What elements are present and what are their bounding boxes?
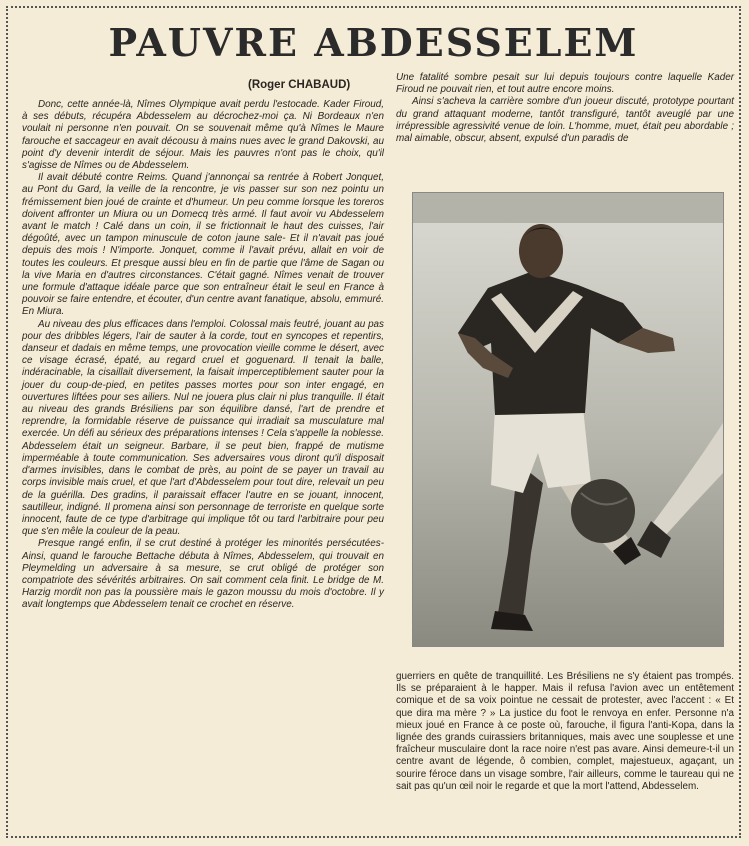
article-headline: PAUVRE ABDESSELEM: [108, 20, 639, 65]
paragraph: Au niveau des plus efficaces dans l'emploi. Colossal mais feutré, jouant au pas pour des dribbles légers, l'air de sauter à la corde, tout en syncopes et repentirs, danseur et dadais en même temps, une provocation vieille comme le désert, avec ce visage écrasé, épaté, au regard cruel et goguenard. Il tenait la balle, indéracinable, la cisaillait diversement, la faisait imperceptiblement sauter pour la jouer du coup-de-pied, en petites passes mortes pour son inter engagé, en ouvertures liftées pour ses ailiers. Nul ne jouera plus clair ni plus tranquille. Il était au niveau des grands Brésiliens par son équilibre dansé, l'art de prendre et reprendre, la formidable réserve de puissance qui irradiait sa musculature mal exercée. Un défi au sérieux des préparations intenses ! Cela s'appelle la noblesse. Abdesselem était un seigneur. Barbare, il se peut bien, frappé de mutisme imperméable à toute communication. Ses adversaires vous diront qu'il disposait d'armes invisibles, dans le combat de près, au point de se payer un travail au corps invisible mais cruel, et que l'art d'Abdesselem pour tout dire, relevait un peu de la guérilla. Des gradins, il paraissait effacer l'autre en se jouant, innocent, sautilleur, indigné. Il promena ainsi son personnage de terroriste en quelque sorte innocent, faute de ce type d'arbitrage qui implique tôt ou tard l'arbitraire pour peu que s'en mêle la couleur de la peau.: [22, 318, 384, 538]
paragraph: guerriers en quête de tranquillité. Les Brésiliens ne s'y étaient pas trompés. Ils se préparaient à le happer. Mais il refusa l'avion avec un entêtement comique et de sa voix pointue ne cessait de protester, avec l'accent : « Et que dira ma mère ? » La justice du foot le renvoya en enfer. Personne n'a mieux joué en France à ce poste où, farouche, il figura l'anti-Kopa, dans la lignée des grands cuirassiers britanniques, mais avec une souplesse et une fraîcheur musculaire dont la race noire n'est pas avare. Ainsi demeure-t-il un centre avant de légende, ô combien, complet, majestueux, agaçant, un sourire féroce dans un visage sombre, l'air ailleurs, comme le taureau qui ne sait pas qu'un œil noir le regarde et que la mort l'attend, Abdesselem.: [396, 671, 734, 792]
left-column: [22, 99, 384, 612]
right-column-top: [396, 72, 734, 145]
paragraph: Ainsi s'acheva la carrière sombre d'un joueur discuté, prototype pourtant du grand attaquant moderne, tantôt transfiguré, tantôt aveuglé par une irrépressible agressivité venue de loin. L'homme, muet, était peu abordable ; mal aimable, obscur, absent, expulsé d'un paradis de: [396, 96, 734, 145]
paragraph: Donc, cette année-là, Nîmes Olympique avait perdu l'estocade. Kader Firoud, à ses débuts, récupéra Abdesselem au décrochez-moi ça. Ni Bordeaux n'en voulait ni personne n'en pouvait. On se souvenait même qu'à Nîmes le Maure farouche et saccageur en avait décousu à mains nues avec le grand Dakovski, au point d'y devenir interdit de séjour. Mais les pauvres n'ont pas le choix, qu'il s'agisse de Nîmes ou de Abdesselem.: [22, 99, 384, 172]
article-byline: (Roger CHABAUD): [248, 79, 351, 91]
newspaper-page: [6, 6, 741, 838]
football-player-photo-icon: [413, 193, 723, 646]
football-player-photo: [412, 192, 724, 647]
paragraph: Il avait débuté contre Reims. Quand j'annonçai sa rentrée à Robert Jonquet, au Pont du Gard, la veille de la rencontre, je vis passer sur son nez pointu un frémissement bien joué de crainte et d'humeur. Un peu comme lorsque les toreros doivent affronter un Miura ou un Domecq très armé. Il faut avoir vu Abdesselem avant le match ! Calé dans un coin, il se frictionnait le haut des cuisses, l'air dégoûté, avec un tampon minuscule de coton jaune sale- Et il n'avait pas joué depuis des mois ! N'importe. Jonquet, comme il l'avait prévu, allait en voir de toutes les couleurs. Et presque aussi bleu en fin de partie que l'âme de Sagan ou la vive Maria en d'autres circonstances. C'était gagné. Nîmes venait de trouver une formule d'attaque idéale parce que son entraîneur était le seul en France à pouvoir se faire entendre, et écouter, d'un centre avant fanatique, absolu, emmuré. En Miura.: [22, 172, 384, 318]
paragraph: Presque rangé enfin, il se crut destiné à protéger les minorités persécutées- Ainsi, quand le farouche Bettache débuta à Nîmes, Abdesselem, qui trouvait en Pleymelding un adversaire à sa mesure, se crut obligé de protéger son compatriote des sévérités arbitraires. On sait comment cela finit. Le bridge de M. Harzig mordit non pas la poussière mais le gazon moussu du mois d'octobre. Il y avait longtemps que Abdesselem tenait ce crochet en réserve.: [22, 538, 384, 611]
right-column-bottom: [396, 671, 734, 793]
paragraph: Une fatalité sombre pesait sur lui depuis toujours contre laquelle Kader Firoud ne pouvait rien, et tout autre encore moins.: [396, 72, 734, 96]
